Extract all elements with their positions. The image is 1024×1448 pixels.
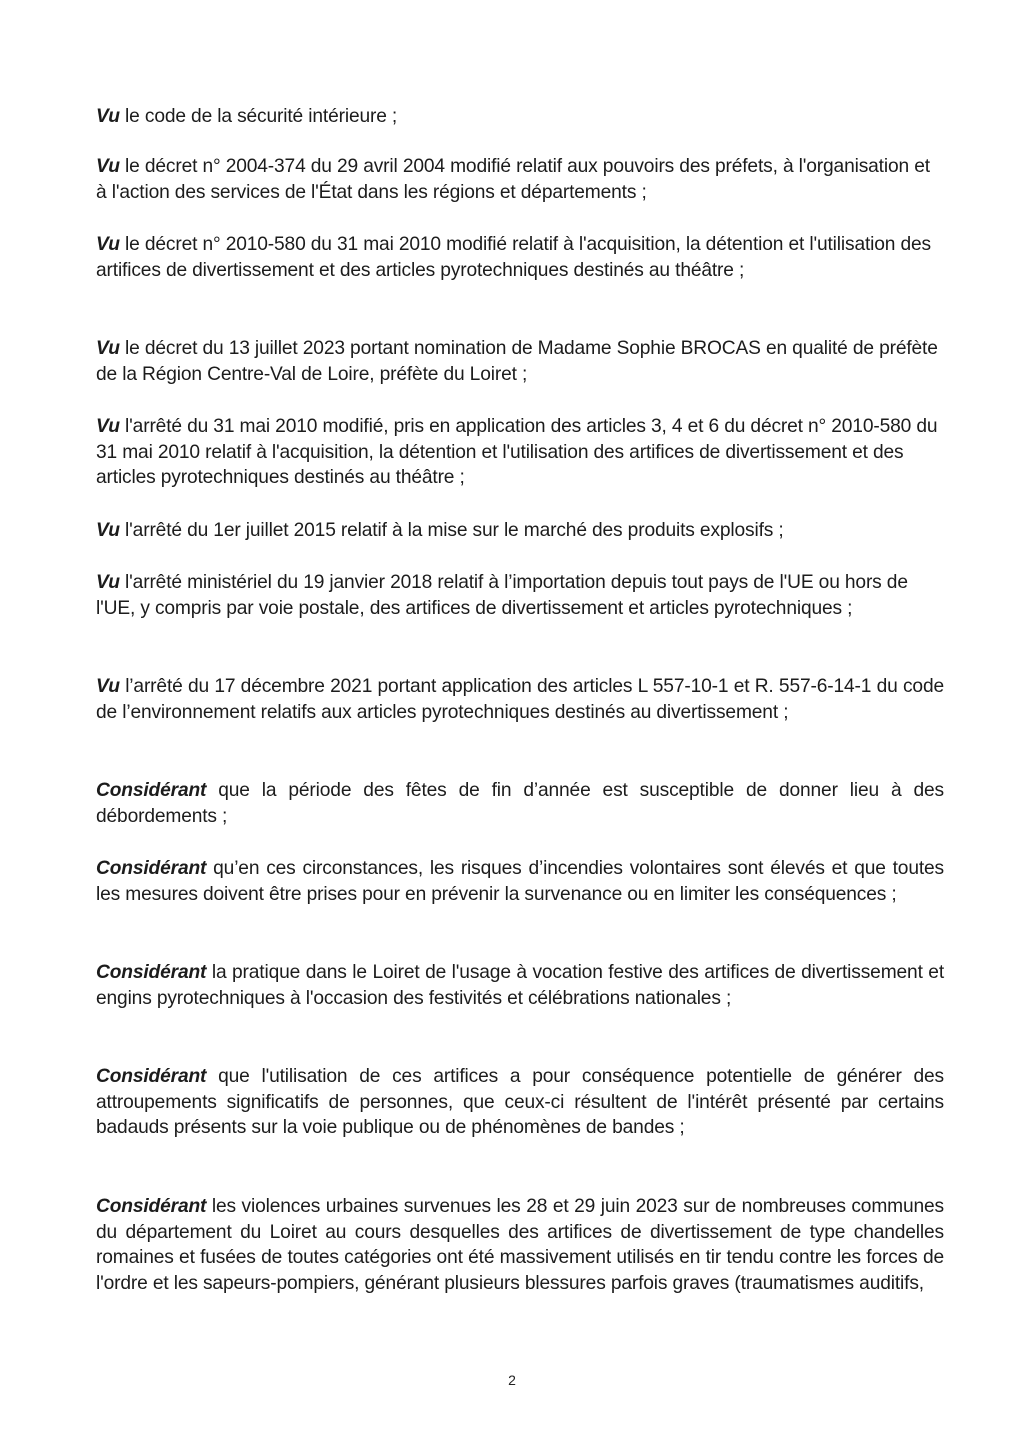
clause-lead-word: Vu [96,106,120,127]
vu-clause [96,570,944,621]
clause-text: l'arrêté du 31 mai 2010 modifié, pris en application des articles 3, 4 et 6 du décret n° 2010-580 du 31 mai 2010 relatif à l'acquisition, la détention et l'utilisation des artifices de divertissement et des articles pyrotechniques destinés au théâtre ; [96,416,938,488]
considerant-clause [96,778,944,829]
clause-text: qu’en ces circonstances, les risques d’incendies volontaires sont élevés et que toutes les mesures doivent être prises pour en prévenir la survenance ou en limiter les conséquences ; [96,858,944,905]
considerant-clause [96,1064,944,1141]
considerant-clause [96,960,944,1011]
clause-lead-word: Vu [96,572,120,593]
clause-text: le décret n° 2010-580 du 31 mai 2010 modifié relatif à l'acquisition, la détention et l'utilisation des artifices de divertissement et des articles pyrotechniques destinés au théâtre ; [96,234,931,281]
clause-lead-word: Considérant [96,1066,207,1087]
clause-lead-word: Considérant [96,962,207,983]
clause-text: le décret du 13 juillet 2023 portant nomination de Madame Sophie BROCAS en qualité de préfète de la Région Centre-Val de Loire, préfète du Loiret ; [96,338,938,385]
clause-text: la pratique dans le Loiret de l'usage à vocation festive des artifices de divertissement et engins pyrotechniques à l'occasion des festivités et célébrations nationales ; [96,962,944,1009]
clause-text: le décret n° 2004-374 du 29 avril 2004 modifié relatif aux pouvoirs des préfets, à l'organisation et à l'action des services de l'État dans les régions et départements ; [96,156,930,203]
clause-lead-word: Vu [96,338,120,359]
clause-lead-word: Vu [96,520,120,541]
vu-clause [96,518,944,544]
considerant-clause [96,1194,944,1296]
clause-text: que l'utilisation de ces artifices a pour conséquence potentielle de générer des attroupements significatifs de personnes, que ceux-ci résultent de l'intérêt présenté par certains badauds présents sur la voie publique ou de phénomènes de bandes ; [96,1066,944,1138]
clause-text: que la période des fêtes de fin d’année est susceptible de donner lieu à des débordements ; [96,780,944,827]
vu-clause [96,232,944,283]
clause-text: l'arrêté du 1er juillet 2015 relatif à la mise sur le marché des produits explosifs ; [119,520,784,541]
clause-lead-word: Considérant [96,780,207,801]
vu-clause [96,104,944,130]
clause-lead-word: Considérant [96,1196,207,1217]
clause-lead-word: Vu [96,156,120,177]
vu-clause [96,154,944,205]
vu-clause [96,414,944,491]
clause-text: les violences urbaines survenues les 28 et 29 juin 2023 sur de nombreuses communes du département du Loiret au cours desquelles des artifices de divertissement de type chandelles romaines et fusées de toutes catégories ont été massivement utilisés en tir tendu contre les forces de l'ordre et les sapeurs-pompiers, générant plusieurs blessures parfois graves (traumatismes auditifs, [96,1196,944,1294]
clause-lead-word: Vu [96,416,120,437]
clause-lead-word: Considérant [96,858,207,879]
clause-lead-word: Vu [96,676,120,697]
considerant-clause [96,856,944,907]
clause-text: l'arrêté ministériel du 19 janvier 2018 relatif à l’importation depuis tout pays de l'UE ou hors de l'UE, y compris par voie postale, des artifices de divertissement et articles pyrotechniques ; [96,572,908,619]
vu-clause [96,336,944,387]
page-number: 2 [508,1372,516,1388]
clause-lead-word: Vu [96,234,120,255]
clause-text: l’arrêté du 17 décembre 2021 portant application des articles L 557-10-1 et R. 557-6-14-1 du code de l’environnement relatifs aux articles pyrotechniques destinés au divertissement ; [96,676,944,723]
clause-text: le code de la sécurité intérieure ; [119,106,398,127]
vu-clause [96,674,944,725]
